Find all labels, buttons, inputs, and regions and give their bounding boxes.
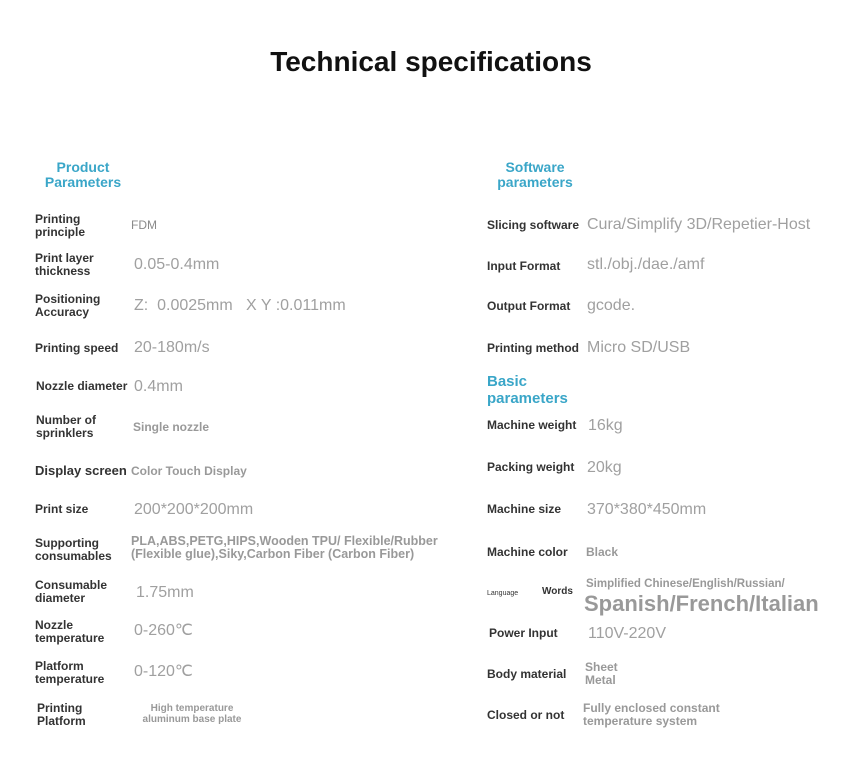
value-power-input: 110V-220V: [588, 625, 666, 642]
label-platform-temperature: Platform temperature: [35, 659, 105, 686]
label-output-format: Output Format: [487, 299, 571, 313]
label-words: Words: [542, 586, 573, 597]
label-printing-speed: Printing speed: [35, 341, 119, 355]
value-print-size: 200*200*200mm: [134, 501, 254, 518]
value-display-screen: Color Touch Display: [131, 464, 247, 478]
value-consumable-diameter: 1.75mm: [136, 584, 194, 601]
value-supporting-consumables: PLA,ABS,PETG,HIPS,Wooden TPU/ Flexible/Rubber (Flexible glue),Siky,Carbon Fiber (Carbon Fiber): [131, 534, 438, 561]
software-parameters-heading: Software parameters: [497, 159, 573, 190]
label-positioning-accuracy: Positioning Accuracy: [35, 292, 101, 319]
label-power-input: Power Input: [489, 626, 558, 640]
basic-parameters-heading: Basic parameters: [487, 373, 568, 407]
value-language-line2: Spanish/French/Italian: [584, 591, 819, 616]
label-machine-color: Machine color: [487, 545, 568, 559]
label-machine-weight: Machine weight: [487, 418, 577, 432]
label-closed-or-not: Closed or not: [487, 708, 565, 722]
value-positioning-accuracy: Z: 0.0025mm X Y :0.011mm: [134, 297, 346, 314]
value-printing-method: Micro SD/USB: [587, 339, 691, 356]
label-input-format: Input Format: [487, 259, 561, 273]
value-machine-color: Black: [586, 545, 619, 559]
value-printing-platform: High temperature aluminum base plate: [142, 703, 242, 725]
label-body-material: Body material: [487, 667, 567, 681]
label-consumable-diameter: Consumable diameter: [35, 578, 108, 605]
value-nozzle-temperature: 0-260℃: [134, 622, 193, 639]
value-input-format: stl./obj./dae./amf: [587, 256, 705, 273]
label-printing-platform: Printing Platform: [37, 701, 86, 728]
value-machine-size: 370*380*450mm: [587, 501, 707, 518]
value-packing-weight: 20kg: [587, 459, 622, 476]
value-language-line1: Simplified Chinese/English/Russian/: [586, 578, 785, 590]
label-display-screen: Display screen: [35, 463, 127, 478]
page-title: Technical specifications: [270, 46, 592, 77]
label-print-layer-thickness: Print layer thickness: [35, 251, 94, 278]
label-supporting-consumables: Supporting consumables: [35, 536, 112, 563]
value-closed-or-not: Fully enclosed constant temperature system: [583, 701, 720, 728]
value-output-format: gcode.: [587, 297, 636, 314]
value-machine-weight: 16kg: [588, 417, 623, 434]
value-print-layer-thickness: 0.05-0.4mm: [134, 256, 220, 273]
value-printing-speed: 20-180m/s: [134, 339, 210, 356]
label-nozzle-temperature: Nozzle temperature: [35, 618, 105, 645]
label-language: Language: [487, 590, 519, 597]
label-print-size: Print size: [35, 502, 89, 516]
product-parameters-heading: Product Parameters: [44, 159, 122, 190]
value-nozzle-diameter: 0.4mm: [134, 378, 183, 395]
value-platform-temperature: 0-120℃: [134, 663, 193, 680]
label-machine-size: Machine size: [487, 502, 562, 516]
label-slicing-software: Slicing software: [487, 218, 580, 232]
value-printing-principle: FDM: [131, 218, 157, 232]
value-body-material: Sheet Metal: [585, 660, 618, 687]
value-slicing-software: Cura/Simplify 3D/Repetier-Host: [587, 216, 811, 233]
label-printing-principle: Printing principle: [35, 212, 86, 239]
label-number-of-sprinklers: Number of sprinklers: [36, 413, 96, 440]
label-printing-method: Printing method: [487, 341, 579, 355]
label-packing-weight: Packing weight: [487, 460, 575, 474]
label-nozzle-diameter: Nozzle diameter: [36, 379, 128, 393]
value-number-of-sprinklers: Single nozzle: [133, 420, 210, 434]
